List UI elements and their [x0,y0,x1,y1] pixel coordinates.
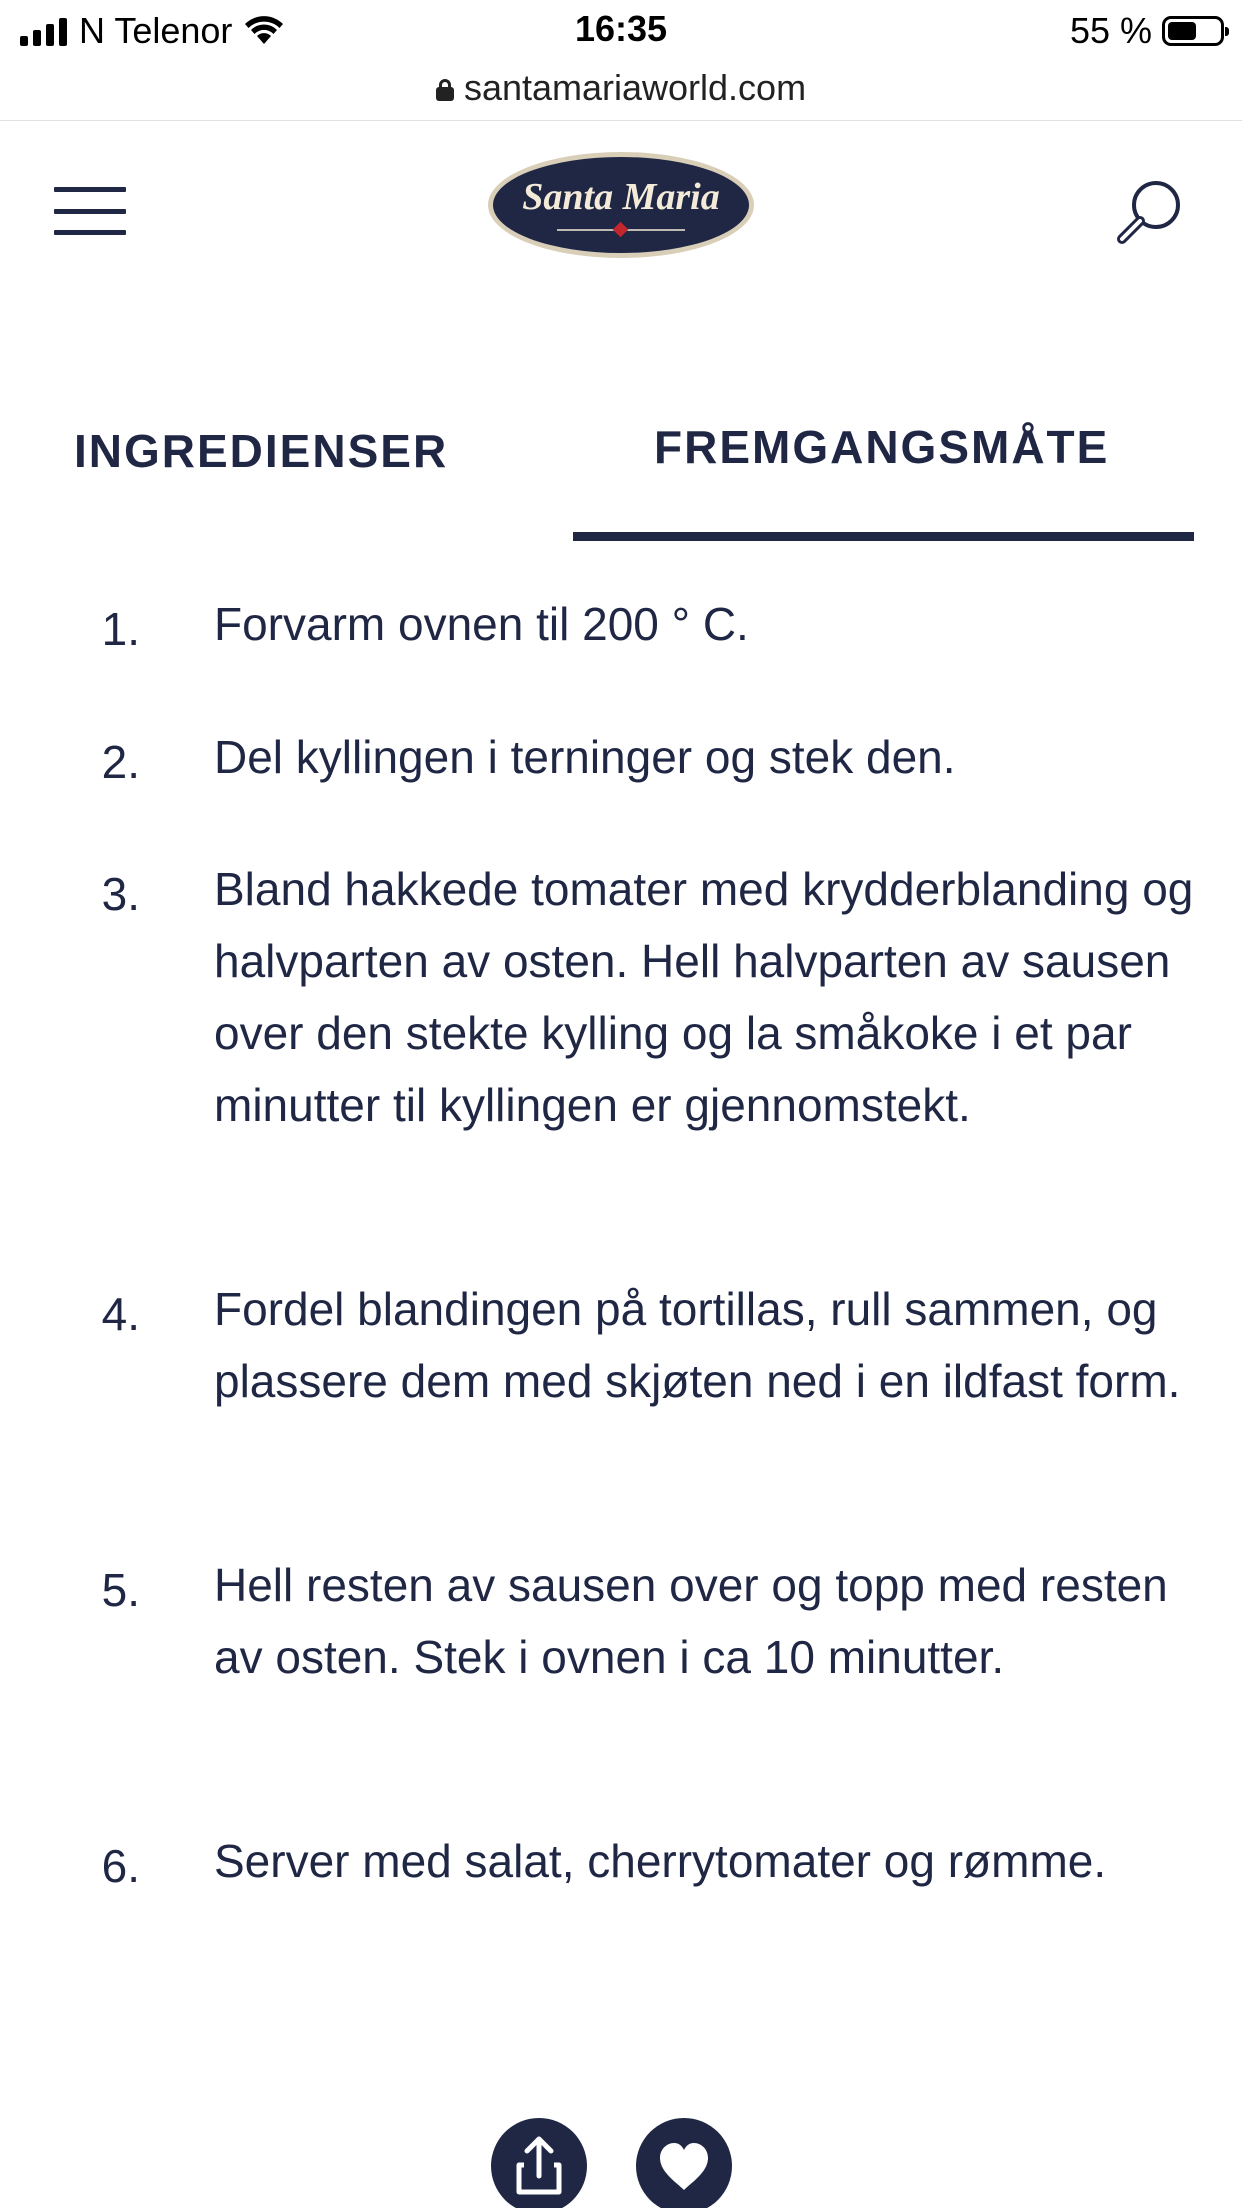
step-text: Server med salat, cherrytomater og rømme. [214,1835,1107,1887]
step-number: 6. [101,1840,140,1892]
url-text[interactable]: santamariaworld.com [463,67,807,108]
share-button[interactable] [491,2118,587,2208]
santa-maria-logo[interactable] [487,151,755,259]
logo-text: Santa Maria [522,176,720,218]
lock-icon [436,79,454,101]
address-bar[interactable] [0,56,1242,121]
status-right [1070,8,1224,54]
step-text: Bland hakkede tomater med krydderblanding og halvparten av osten. Hell halvparten av sausen over den stekte kylling og la småkoke i et par minutter til kyllingen er gjennomstekt. [214,863,1194,1131]
recipe-tabs [0,400,1242,542]
heart-icon [636,2118,732,2208]
step-number: 2. [101,736,140,788]
step-number: 5. [101,1564,140,1616]
step-text: Forvarm ovnen til 200 ° C. [214,598,749,650]
search-icon[interactable] [1116,177,1184,245]
step-text: Fordel blandingen på tortillas, rull sammen, og plassere dem med skjøten ned i en ildfast form. [214,1283,1181,1407]
favorite-button[interactable] [636,2118,732,2208]
hamburger-menu-icon[interactable] [54,187,126,235]
step-number: 1. [101,603,140,655]
battery-fill [1168,22,1196,40]
step-text: Del kyllingen i terninger og stek den. [214,731,956,783]
status-bar [0,0,1242,62]
step-number: 4. [101,1288,140,1340]
carrier-label: N Telenor [79,10,233,51]
clock: 16:35 [574,8,668,49]
site-header [0,121,1242,291]
step-text: Hell resten av sausen over og topp med resten av osten. Stek i ovnen i ca 10 minutter. [214,1559,1168,1683]
share-icon [491,2118,587,2208]
battery-percent: 55 % [1069,10,1152,51]
battery-icon [1162,16,1224,46]
tab-ingredienser[interactable]: INGREDIENSER [74,425,449,477]
active-tab-indicator [573,532,1194,541]
tab-fremgangsmate[interactable]: FREMGANGSMÅTE [654,421,1110,473]
step-number: 3. [101,868,140,920]
